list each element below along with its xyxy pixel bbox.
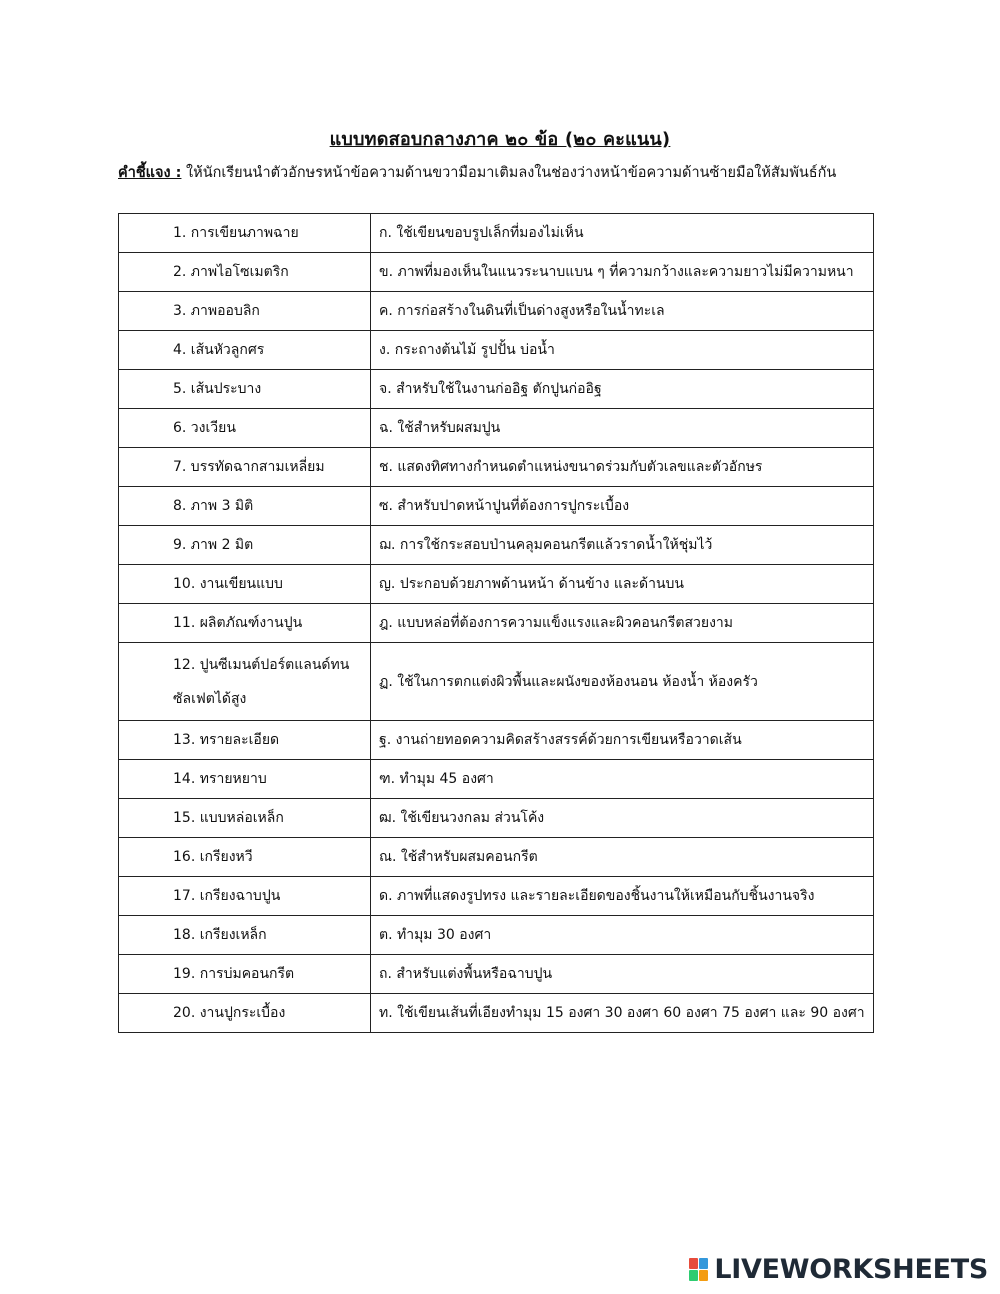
definition-cell xyxy=(371,565,874,604)
term-text: 14. ทรายหยาบ xyxy=(173,771,267,787)
definition-text: ต. ทำมุม 30 องศา xyxy=(379,927,492,943)
term-text: 8. ภาพ 3 มิติ xyxy=(173,498,254,514)
definition-cell xyxy=(371,721,874,760)
definition-cell xyxy=(371,877,874,916)
instruction-text: ให้นักเรียนนำตัวอักษรหน้าข้อความด้านขวามือมาเติมลงในช่องว่างหน้าข้อความด้านซ้ายมือให้สัมพันธ์กัน xyxy=(181,165,837,181)
term-cell xyxy=(119,955,371,994)
term-text: 19. การบ่มคอนกรีต xyxy=(173,966,295,982)
term-cell xyxy=(119,877,371,916)
definition-cell xyxy=(371,526,874,565)
term-cell xyxy=(119,214,371,253)
definition-cell xyxy=(371,487,874,526)
definition-cell xyxy=(371,760,874,799)
term-text: 17. เกรียงฉาบปูน xyxy=(173,888,281,904)
definition-cell xyxy=(371,370,874,409)
table-row xyxy=(119,994,874,1033)
table-row xyxy=(119,604,874,643)
definition-text: ด. ภาพที่แสดงรูปทรง และรายละเอียดของชิ้นงานให้เหมือนกับชิ้นงานจริง xyxy=(379,888,815,904)
liveworksheets-logo-icon xyxy=(689,1258,708,1281)
definition-text: ช. แสดงทิศทางกำหนดตำแหน่งขนาดร่วมกับตัวเลขและตัวอักษร xyxy=(379,459,763,475)
table-row xyxy=(119,253,874,292)
table-row xyxy=(119,955,874,994)
table-row xyxy=(119,487,874,526)
term-text: 12. ปูนซีเมนต์ปอร์ตแลนด์ทนซัลเฟตได้สูง xyxy=(173,656,350,707)
brand-wordmark: LIVEWORKSHEETS xyxy=(714,1253,988,1285)
table-row xyxy=(119,331,874,370)
definition-text: ฌ. การใช้กระสอบป่านคลุมคอนกรีตแล้วราดน้ำให้ชุ่มไว้ xyxy=(379,537,713,553)
matching-table xyxy=(118,213,874,1033)
instruction-label: คำชี้แจง : xyxy=(118,165,182,181)
term-text: 16. เกรียงหวี xyxy=(173,849,253,865)
term-text: 10. งานเขียนแบบ xyxy=(173,576,283,592)
term-cell xyxy=(119,721,371,760)
definition-cell xyxy=(371,331,874,370)
definition-cell xyxy=(371,799,874,838)
table-row xyxy=(119,565,874,604)
term-text: 15. แบบหล่อเหล็ก xyxy=(173,810,284,826)
term-cell xyxy=(119,526,371,565)
term-text: 11. ผลิตภัณฑ์งานปูน xyxy=(173,615,303,631)
term-text: 13. ทรายละเอียด xyxy=(173,732,280,748)
instruction xyxy=(118,161,898,184)
definition-text: ญ. ประกอบด้วยภาพด้านหน้า ด้านข้าง และด้านบน xyxy=(379,576,684,592)
definition-cell xyxy=(371,253,874,292)
term-cell xyxy=(119,370,371,409)
table-row xyxy=(119,877,874,916)
term-cell xyxy=(119,331,371,370)
definition-text: ถ. สำหรับแต่งพื้นหรือฉาบปูน xyxy=(379,966,553,982)
logo-tile xyxy=(689,1270,698,1281)
term-text: 3. ภาพออบลิก xyxy=(173,303,260,319)
logo-tile xyxy=(689,1258,698,1269)
definition-text: ท. ใช้เขียนเส้นที่เอียงทำมุม 15 องศา 30 องศา 60 องศา 75 องศา และ 90 องศา xyxy=(379,1005,865,1021)
term-cell xyxy=(119,916,371,955)
term-cell xyxy=(119,604,371,643)
logo-tile xyxy=(699,1270,708,1281)
table-row xyxy=(119,292,874,331)
term-text: 1. การเขียนภาพฉาย xyxy=(173,225,299,241)
term-cell xyxy=(119,409,371,448)
definition-text: ฉ. ใช้สำหรับผสมปูน xyxy=(379,420,501,436)
term-text: 5. เส้นประบาง xyxy=(173,381,262,397)
term-cell xyxy=(119,838,371,877)
definition-cell xyxy=(371,643,874,721)
term-cell xyxy=(119,760,371,799)
definition-cell xyxy=(371,838,874,877)
definition-cell xyxy=(371,916,874,955)
definition-cell xyxy=(371,448,874,487)
term-cell xyxy=(119,643,371,721)
liveworksheets-brand xyxy=(689,1252,988,1286)
term-cell xyxy=(119,994,371,1033)
table-row xyxy=(119,799,874,838)
definition-text: ง. กระถางต้นไม้ รูปปั้น บ่อน้ำ xyxy=(379,342,555,358)
definition-text: ฏ. ใช้ในการตกแต่งผิวพื้นและผนังของห้องนอน ห้องน้ำ ห้องครัว xyxy=(379,673,758,690)
table-row xyxy=(119,760,874,799)
definition-text: ก. ใช้เขียนขอบรูปเล็กที่มองไม่เห็น xyxy=(379,225,584,241)
definition-cell xyxy=(371,994,874,1033)
term-text: 2. ภาพไอโซเมตริก xyxy=(173,264,289,280)
definition-text: ฑ. ทำมุม 45 องศา xyxy=(379,771,494,787)
definition-text: ค. การก่อสร้างในดินที่เป็นด่างสูงหรือในน้ำทะเล xyxy=(379,303,665,319)
page-title: แบบทดสอบกลางภาค ๒๐ ข้อ (๒๐ คะแนน) xyxy=(329,129,671,150)
term-cell xyxy=(119,253,371,292)
definition-text: ณ. ใช้สำหรับผสมคอนกรีต xyxy=(379,849,538,865)
table-row xyxy=(119,370,874,409)
definition-text: ฐ. งานถ่ายทอดความคิดสร้างสรรค์ด้วยการเขียนหรือวาดเส้น xyxy=(379,732,742,748)
table-row xyxy=(119,409,874,448)
table-row xyxy=(119,721,874,760)
table-row xyxy=(119,838,874,877)
definition-cell xyxy=(371,292,874,331)
table-row xyxy=(119,448,874,487)
table-row xyxy=(119,643,874,721)
definition-text: จ. สำหรับใช้ในงานก่ออิฐ ตักปูนก่ออิฐ xyxy=(379,381,602,397)
definition-cell xyxy=(371,214,874,253)
term-cell xyxy=(119,448,371,487)
table-row xyxy=(119,526,874,565)
definition-text: ฒ. ใช้เขียนวงกลม ส่วนโค้ง xyxy=(379,810,545,826)
term-text: 4. เส้นหัวลูกศร xyxy=(173,342,265,358)
term-text: 9. ภาพ 2 มิต xyxy=(173,537,254,553)
term-text: 18. เกรียงเหล็ก xyxy=(173,927,267,943)
logo-tile xyxy=(699,1258,708,1269)
term-cell xyxy=(119,799,371,838)
definition-cell xyxy=(371,604,874,643)
term-text: 20. งานปูกระเบื้อง xyxy=(173,1005,286,1021)
table-row xyxy=(119,916,874,955)
definition-text: ซ. สำหรับปาดหน้าปูนที่ต้องการปูกระเบื้อง xyxy=(379,498,630,514)
definition-text: ฎ. แบบหล่อที่ต้องการความแข็งแรงและผิวคอนกรีตสวยงาม xyxy=(379,615,734,631)
term-cell xyxy=(119,292,371,331)
definition-cell xyxy=(371,955,874,994)
term-cell xyxy=(119,565,371,604)
term-text: 6. วงเวียน xyxy=(173,420,236,436)
definition-cell xyxy=(371,409,874,448)
term-cell xyxy=(119,487,371,526)
term-text: 7. บรรทัดฉากสามเหลี่ยม xyxy=(173,459,325,475)
table-row xyxy=(119,214,874,253)
definition-text: ข. ภาพที่มองเห็นในแนวระนาบแบน ๆ ที่ความกว้างและความยาวไม่มีความหนา xyxy=(379,264,854,280)
